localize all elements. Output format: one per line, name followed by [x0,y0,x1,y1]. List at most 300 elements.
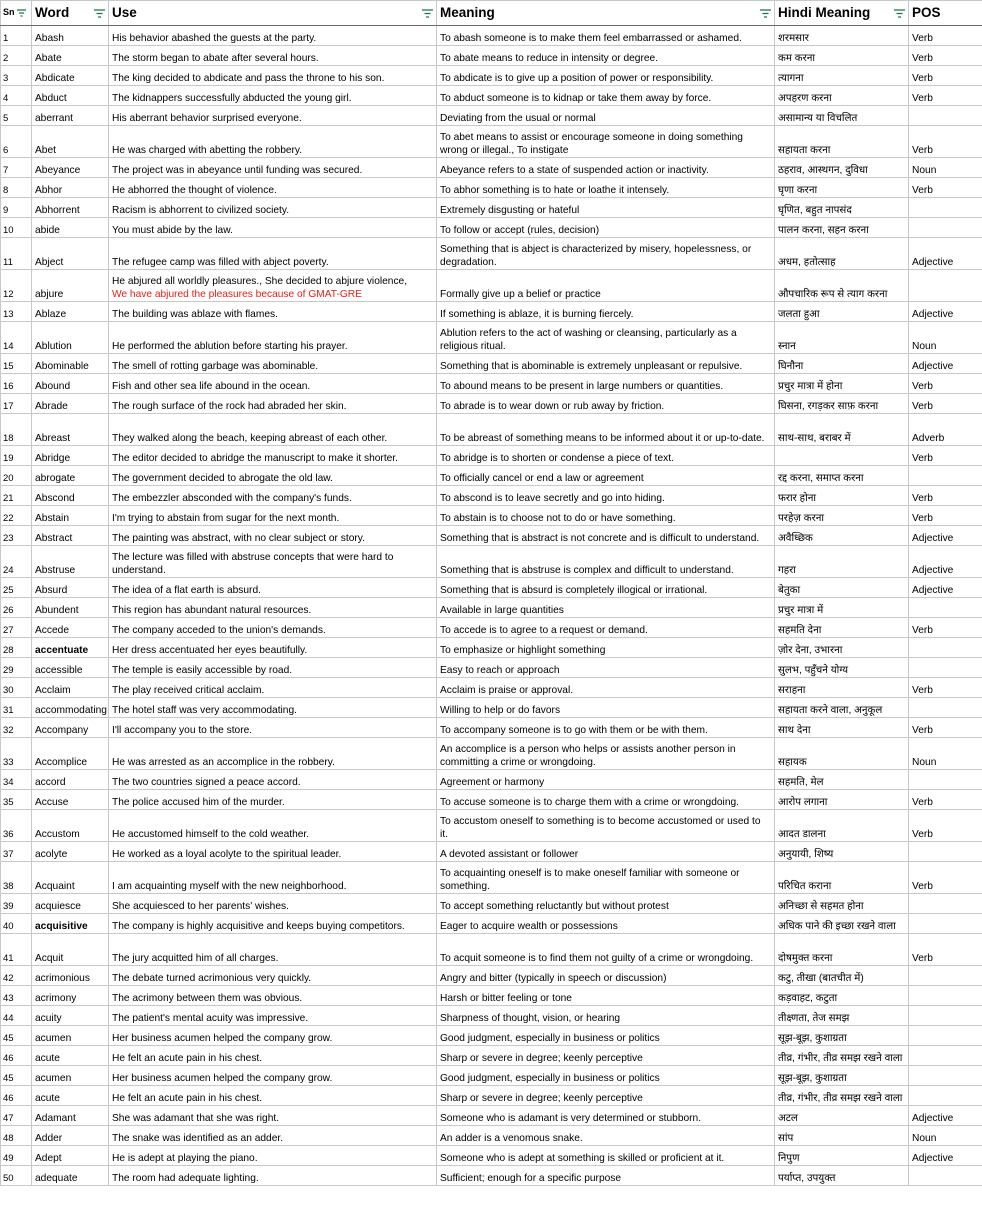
cell-sn[interactable]: 42 [1,966,32,986]
cell-meaning[interactable]: To follow or accept (rules, decision) [437,218,775,238]
cell-use[interactable]: The company is highly acquisitive and keeps buying competitors. [109,914,437,934]
cell-word[interactable]: abide [32,218,109,238]
cell-hindi-meaning[interactable]: सहायक [775,738,909,770]
cell-meaning[interactable]: Abeyance refers to a state of suspended action or inactivity. [437,158,775,178]
cell-meaning[interactable]: To abound means to be present in large numbers or quantities. [437,374,775,394]
cell-sn[interactable]: 32 [1,718,32,738]
cell-sn[interactable]: 41 [1,934,32,966]
cell-use[interactable]: The rough surface of the rock had abraded her skin. [109,394,437,414]
cell-word[interactable]: acute [32,1086,109,1106]
cell-word[interactable]: Abhor [32,178,109,198]
cell-word[interactable]: Ablaze [32,302,109,322]
cell-use[interactable]: I'll accompany you to the store. [109,718,437,738]
cell-sn[interactable]: 34 [1,770,32,790]
cell-use[interactable]: He performed the ablution before starting his prayer. [109,322,437,354]
cell-meaning[interactable]: Good judgment, especially in business or politics [437,1026,775,1046]
cell-use[interactable]: The kidnappers successfully abducted the young girl. [109,86,437,106]
cell-use[interactable]: The room had adequate lighting. [109,1166,437,1186]
cell-pos[interactable]: Verb [909,618,982,638]
cell-use[interactable]: The debate turned acrimonious very quickly. [109,966,437,986]
cell-meaning[interactable]: Eager to acquire wealth or possessions [437,914,775,934]
cell-pos[interactable] [909,638,982,658]
cell-hindi-meaning[interactable]: बेतुका [775,578,909,598]
cell-sn[interactable]: 18 [1,414,32,446]
cell-sn[interactable]: 35 [1,790,32,810]
cell-hindi-meaning[interactable]: ज़ोर देना, उभारना [775,638,909,658]
cell-word[interactable]: Abrade [32,394,109,414]
cell-hindi-meaning[interactable]: साथ-साथ, बराबर में [775,414,909,446]
cell-word[interactable]: abjure [32,270,109,302]
cell-meaning[interactable]: Sharp or severe in degree; keenly perceptive [437,1046,775,1066]
cell-use[interactable]: The refugee camp was filled with abject poverty. [109,238,437,270]
cell-use[interactable] [109,270,437,302]
cell-word[interactable]: Abash [32,26,109,46]
cell-sn[interactable]: 11 [1,238,32,270]
cell-meaning[interactable]: To accede is to agree to a request or demand. [437,618,775,638]
cell-meaning[interactable]: Acclaim is praise or approval. [437,678,775,698]
cell-word[interactable]: Abstain [32,506,109,526]
cell-use[interactable]: They walked along the beach, keeping abreast of each other. [109,414,437,446]
cell-meaning[interactable]: To emphasize or highlight something [437,638,775,658]
cell-hindi-meaning[interactable]: त्यागना [775,66,909,86]
cell-sn[interactable]: 44 [1,1006,32,1026]
cell-hindi-meaning[interactable]: अपहरण करना [775,86,909,106]
cell-hindi-meaning[interactable]: सराहना [775,678,909,698]
cell-sn[interactable]: 9 [1,198,32,218]
cell-use[interactable]: He felt an acute pain in his chest. [109,1086,437,1106]
cell-use[interactable]: He was charged with abetting the robbery. [109,126,437,158]
cell-hindi-meaning[interactable]: साथ देना [775,718,909,738]
cell-meaning[interactable]: Something that is abstruse is complex and difficult to understand. [437,546,775,578]
cell-hindi-meaning[interactable]: अटल [775,1106,909,1126]
cell-hindi-meaning[interactable]: शरमसार [775,26,909,46]
cell-hindi-meaning[interactable]: परिचित कराना [775,862,909,894]
cell-sn[interactable]: 13 [1,302,32,322]
cell-sn[interactable]: 10 [1,218,32,238]
cell-use[interactable]: The play received critical acclaim. [109,678,437,698]
cell-pos[interactable]: Verb [909,718,982,738]
cell-use[interactable]: Her business acumen helped the company grow. [109,1066,437,1086]
cell-word[interactable]: abrogate [32,466,109,486]
cell-hindi-meaning[interactable]: स्नान [775,322,909,354]
cell-use[interactable]: The project was in abeyance until funding was secured. [109,158,437,178]
cell-meaning[interactable]: Ablution refers to the act of washing or cleansing, particularly as a religious ritual. [437,322,775,354]
cell-pos[interactable] [909,966,982,986]
filter-dropdown-icon[interactable] [422,9,433,18]
filter-dropdown-icon[interactable] [17,9,28,18]
cell-pos[interactable]: Verb [909,374,982,394]
cell-hindi-meaning[interactable]: घिसना, रगड़कर साफ़ करना [775,394,909,414]
cell-word[interactable]: Abduct [32,86,109,106]
cell-hindi-meaning[interactable]: तीक्ष्णता, तेज समझ [775,1006,909,1026]
cell-pos[interactable]: Adverb [909,414,982,446]
cell-meaning[interactable]: Formally give up a belief or practice [437,270,775,302]
cell-pos[interactable]: Verb [909,506,982,526]
cell-hindi-meaning[interactable]: रद्द करना, समाप्त करना [775,466,909,486]
cell-pos[interactable] [909,466,982,486]
cell-word[interactable]: Accuse [32,790,109,810]
cell-hindi-meaning[interactable]: परहेज़ करना [775,506,909,526]
cell-pos[interactable] [909,658,982,678]
cell-meaning[interactable]: Willing to help or do favors [437,698,775,718]
cell-use[interactable]: The smell of rotting garbage was abominable. [109,354,437,374]
cell-meaning[interactable]: To abhor something is to hate or loathe it intensely. [437,178,775,198]
header-sn[interactable] [1,1,32,26]
cell-hindi-meaning[interactable]: गहरा [775,546,909,578]
cell-hindi-meaning[interactable]: असामान्य या विचलित [775,106,909,126]
cell-hindi-meaning[interactable]: कम करना [775,46,909,66]
cell-pos[interactable]: Verb [909,66,982,86]
cell-pos[interactable]: Verb [909,394,982,414]
cell-meaning[interactable]: To acquainting oneself is to make oneself familiar with someone or something. [437,862,775,894]
cell-word[interactable]: Abundent [32,598,109,618]
cell-sn[interactable]: 2 [1,46,32,66]
cell-use[interactable]: The snake was identified as an adder. [109,1126,437,1146]
cell-hindi-meaning[interactable]: जलता हुआ [775,302,909,322]
cell-sn[interactable]: 19 [1,446,32,466]
cell-hindi-meaning[interactable]: सुलभ, पहुँचने योग्य [775,658,909,678]
cell-pos[interactable] [909,770,982,790]
cell-meaning[interactable]: Someone who is adept at something is skilled or proficient at it. [437,1146,775,1166]
cell-use[interactable]: The idea of a flat earth is absurd. [109,578,437,598]
cell-sn[interactable]: 3 [1,66,32,86]
cell-hindi-meaning[interactable]: सहायता करना [775,126,909,158]
cell-pos[interactable]: Adjective [909,1106,982,1126]
cell-sn[interactable]: 31 [1,698,32,718]
cell-pos[interactable] [909,1006,982,1026]
cell-use[interactable]: He abhorred the thought of violence. [109,178,437,198]
cell-meaning[interactable]: To abdicate is to give up a position of power or responsibility. [437,66,775,86]
cell-meaning[interactable]: To abash someone is to make them feel embarrassed or ashamed. [437,26,775,46]
cell-sn[interactable]: 46 [1,1086,32,1106]
cell-use[interactable]: She was adamant that she was right. [109,1106,437,1126]
cell-hindi-meaning[interactable]: आरोप लगाना [775,790,909,810]
cell-hindi-meaning[interactable]: अधिक पाने की इच्छा रखने वाला [775,914,909,934]
cell-hindi-meaning[interactable]: तीव्र, गंभीर, तीव्र समझ रखने वाला [775,1046,909,1066]
cell-sn[interactable]: 20 [1,466,32,486]
cell-hindi-meaning[interactable]: कड़वाहट, कटुता [775,986,909,1006]
cell-hindi-meaning[interactable]: फरार होना [775,486,909,506]
cell-sn[interactable]: 48 [1,1126,32,1146]
cell-meaning[interactable]: If something is ablaze, it is burning fiercely. [437,302,775,322]
cell-use[interactable]: The acrimony between them was obvious. [109,986,437,1006]
cell-meaning[interactable]: Deviating from the usual or normal [437,106,775,126]
cell-hindi-meaning[interactable]: दोषमुक्त करना [775,934,909,966]
cell-hindi-meaning[interactable]: घृणा करना [775,178,909,198]
cell-word[interactable]: Abridge [32,446,109,466]
cell-pos[interactable]: Verb [909,486,982,506]
cell-sn[interactable]: 38 [1,862,32,894]
cell-sn[interactable]: 23 [1,526,32,546]
cell-sn[interactable]: 28 [1,638,32,658]
cell-sn[interactable]: 12 [1,270,32,302]
cell-meaning[interactable]: Angry and bitter (typically in speech or discussion) [437,966,775,986]
cell-use[interactable]: The temple is easily accessible by road. [109,658,437,678]
cell-hindi-meaning[interactable]: अवैध्छिक [775,526,909,546]
cell-pos[interactable]: Verb [909,178,982,198]
cell-meaning[interactable]: Available in large quantities [437,598,775,618]
cell-pos[interactable]: Verb [909,790,982,810]
cell-sn[interactable]: 8 [1,178,32,198]
cell-use[interactable]: The government decided to abrogate the old law. [109,466,437,486]
cell-meaning[interactable]: To accuse someone is to charge them with a crime or wrongdoing. [437,790,775,810]
cell-meaning[interactable]: Someone who is adamant is very determined or stubborn. [437,1106,775,1126]
cell-use[interactable]: He is adept at playing the piano. [109,1146,437,1166]
cell-word[interactable]: acute [32,1046,109,1066]
cell-sn[interactable]: 5 [1,106,32,126]
cell-sn[interactable]: 39 [1,894,32,914]
cell-use[interactable]: The lecture was filled with abstruse concepts that were hard to understand. [109,546,437,578]
cell-use[interactable]: The two countries signed a peace accord. [109,770,437,790]
cell-pos[interactable] [909,986,982,1006]
cell-use[interactable]: He felt an acute pain in his chest. [109,1046,437,1066]
cell-word[interactable]: accessible [32,658,109,678]
cell-meaning[interactable]: To abet means to assist or encourage someone in doing something wrong or illegal., To instigate [437,126,775,158]
cell-use[interactable]: Fish and other sea life abound in the ocean. [109,374,437,394]
cell-pos[interactable]: Noun [909,1126,982,1146]
cell-sn[interactable]: 46 [1,1046,32,1066]
cell-sn[interactable]: 4 [1,86,32,106]
cell-meaning[interactable]: Something that is abominable is extremely unpleasant or repulsive. [437,354,775,374]
cell-pos[interactable]: Adjective [909,354,982,374]
cell-word[interactable]: Abet [32,126,109,158]
cell-word[interactable]: Abhorrent [32,198,109,218]
cell-word[interactable]: acquiesce [32,894,109,914]
cell-meaning[interactable]: A devoted assistant or follower [437,842,775,862]
cell-meaning[interactable]: To abstain is to choose not to do or have something. [437,506,775,526]
cell-word[interactable]: Acquaint [32,862,109,894]
cell-use[interactable]: I'm trying to abstain from sugar for the next month. [109,506,437,526]
cell-word[interactable]: accord [32,770,109,790]
cell-hindi-meaning[interactable]: औपचारिक रूप से त्याग करना [775,270,909,302]
cell-word[interactable]: Accede [32,618,109,638]
cell-pos[interactable]: Adjective [909,578,982,598]
cell-sn[interactable]: 43 [1,986,32,1006]
cell-word[interactable]: acquisitive [32,914,109,934]
cell-use[interactable]: His behavior abashed the guests at the party. [109,26,437,46]
cell-hindi-meaning[interactable]: सहायता करने वाला, अनुकूल [775,698,909,718]
cell-word[interactable]: acumen [32,1066,109,1086]
cell-hindi-meaning[interactable]: पालन करना, सहन करना [775,218,909,238]
cell-word[interactable]: Acclaim [32,678,109,698]
cell-hindi-meaning[interactable]: निपुण [775,1146,909,1166]
cell-hindi-meaning[interactable]: अनुयायी, शिष्य [775,842,909,862]
cell-word[interactable]: Abound [32,374,109,394]
cell-use[interactable]: She acquiesced to her parents' wishes. [109,894,437,914]
cell-hindi-meaning[interactable]: ठहराव, आस्थगन, दुविधा [775,158,909,178]
cell-meaning[interactable]: Easy to reach or approach [437,658,775,678]
cell-sn[interactable]: 45 [1,1026,32,1046]
cell-use[interactable]: The storm began to abate after several hours. [109,46,437,66]
cell-use[interactable]: His aberrant behavior surprised everyone. [109,106,437,126]
cell-use[interactable]: The company acceded to the union's demands. [109,618,437,638]
cell-pos[interactable] [909,698,982,718]
cell-pos[interactable]: Noun [909,738,982,770]
cell-sn[interactable]: 49 [1,1146,32,1166]
cell-hindi-meaning[interactable]: घृणित, बहुत नापसंद [775,198,909,218]
cell-word[interactable]: Abscond [32,486,109,506]
cell-pos[interactable] [909,598,982,618]
cell-sn[interactable]: 7 [1,158,32,178]
cell-use[interactable]: Racism is abhorrent to civilized society. [109,198,437,218]
cell-sn[interactable]: 17 [1,394,32,414]
cell-pos[interactable]: Verb [909,26,982,46]
cell-meaning[interactable]: Sufficient; enough for a specific purpose [437,1166,775,1186]
cell-meaning[interactable]: Something that is abject is characterized by misery, hopelessness, or degradation. [437,238,775,270]
cell-pos[interactable] [909,1066,982,1086]
cell-meaning[interactable]: Sharp or severe in degree; keenly perceptive [437,1086,775,1106]
cell-use[interactable]: The building was ablaze with flames. [109,302,437,322]
cell-hindi-meaning[interactable]: सहमति देना [775,618,909,638]
cell-meaning[interactable]: To abrade is to wear down or rub away by friction. [437,394,775,414]
cell-pos[interactable] [909,1046,982,1066]
cell-meaning[interactable]: To abridge is to shorten or condense a piece of text. [437,446,775,466]
cell-hindi-meaning[interactable]: कटु, तीखा (बातचीत में) [775,966,909,986]
cell-hindi-meaning[interactable]: सूझ-बूझ, कुशाग्रता [775,1066,909,1086]
cell-word[interactable]: Abject [32,238,109,270]
cell-pos[interactable] [909,1166,982,1186]
cell-sn[interactable]: 21 [1,486,32,506]
cell-pos[interactable] [909,1026,982,1046]
cell-hindi-meaning[interactable]: प्रचुर मात्रा में होना [775,374,909,394]
cell-pos[interactable]: Noun [909,158,982,178]
cell-sn[interactable]: 33 [1,738,32,770]
cell-pos[interactable]: Verb [909,934,982,966]
cell-hindi-meaning[interactable]: पर्याप्त, उपयुक्त [775,1166,909,1186]
cell-sn[interactable]: 15 [1,354,32,374]
cell-pos[interactable]: Verb [909,678,982,698]
cell-use[interactable]: I am acquainting myself with the new neighborhood. [109,862,437,894]
cell-meaning[interactable]: Agreement or harmony [437,770,775,790]
cell-hindi-meaning[interactable] [775,446,909,466]
cell-sn[interactable]: 30 [1,678,32,698]
cell-pos[interactable]: Adjective [909,238,982,270]
cell-sn[interactable]: 22 [1,506,32,526]
cell-pos[interactable]: Verb [909,46,982,66]
cell-use[interactable]: The hotel staff was very accommodating. [109,698,437,718]
cell-meaning[interactable]: To be abreast of something means to be informed about it or up-to-date. [437,414,775,446]
cell-pos[interactable] [909,106,982,126]
cell-sn[interactable]: 37 [1,842,32,862]
cell-meaning[interactable]: To abduct someone is to kidnap or take them away by force. [437,86,775,106]
cell-use[interactable]: This region has abundant natural resources. [109,598,437,618]
cell-pos[interactable] [909,1086,982,1106]
cell-hindi-meaning[interactable]: प्रचुर मात्रा में [775,598,909,618]
cell-sn[interactable]: 50 [1,1166,32,1186]
cell-sn[interactable]: 1 [1,26,32,46]
cell-use[interactable]: He accustomed himself to the cold weather. [109,810,437,842]
cell-pos[interactable]: Adjective [909,526,982,546]
cell-pos[interactable]: Verb [909,862,982,894]
cell-use[interactable]: The editor decided to abridge the manuscript to make it shorter. [109,446,437,466]
cell-word[interactable]: acolyte [32,842,109,862]
cell-hindi-meaning[interactable]: अनिच्छा से सहमत होना [775,894,909,914]
cell-use[interactable]: The painting was abstract, with no clear subject or story. [109,526,437,546]
cell-word[interactable]: Accustom [32,810,109,842]
cell-word[interactable]: Ablution [32,322,109,354]
cell-word[interactable]: Abreast [32,414,109,446]
cell-meaning[interactable]: To acquit someone is to find them not guilty of a crime or wrongdoing. [437,934,775,966]
cell-word[interactable]: Accomplice [32,738,109,770]
cell-use[interactable]: Her dress accentuated her eyes beautifully. [109,638,437,658]
cell-word[interactable]: Abstruse [32,546,109,578]
cell-hindi-meaning[interactable]: सूझ-बूझ, कुशाग्रता [775,1026,909,1046]
cell-sn[interactable]: 40 [1,914,32,934]
cell-word[interactable]: Abstract [32,526,109,546]
cell-word[interactable]: aberrant [32,106,109,126]
cell-pos[interactable] [909,218,982,238]
cell-word[interactable]: Accompany [32,718,109,738]
cell-pos[interactable]: Verb [909,446,982,466]
cell-word[interactable]: accommodating [32,698,109,718]
cell-use[interactable]: The patient's mental acuity was impressive. [109,1006,437,1026]
cell-use[interactable]: The police accused him of the murder. [109,790,437,810]
filter-dropdown-icon[interactable] [894,9,905,18]
cell-meaning[interactable]: To accompany someone is to go with them or be with them. [437,718,775,738]
header-word[interactable] [32,1,109,26]
cell-word[interactable]: Absurd [32,578,109,598]
cell-word[interactable]: acrimony [32,986,109,1006]
cell-pos[interactable] [909,914,982,934]
cell-sn[interactable]: 29 [1,658,32,678]
cell-meaning[interactable]: Good judgment, especially in business or politics [437,1066,775,1086]
cell-sn[interactable]: 26 [1,598,32,618]
cell-word[interactable]: Adept [32,1146,109,1166]
cell-word[interactable]: Abeyance [32,158,109,178]
cell-pos[interactable]: Adjective [909,1146,982,1166]
cell-sn[interactable]: 27 [1,618,32,638]
cell-sn[interactable]: 6 [1,126,32,158]
cell-hindi-meaning[interactable]: तीव्र, गंभीर, तीव्र समझ रखने वाला [775,1086,909,1106]
cell-use[interactable]: He was arrested as an accomplice in the robbery. [109,738,437,770]
cell-meaning[interactable]: To accept something reluctantly but without protest [437,894,775,914]
cell-use[interactable]: You must abide by the law. [109,218,437,238]
cell-word[interactable]: Acquit [32,934,109,966]
cell-word[interactable]: Abdicate [32,66,109,86]
cell-word[interactable]: acuity [32,1006,109,1026]
cell-use[interactable]: The king decided to abdicate and pass the throne to his son. [109,66,437,86]
cell-word[interactable]: Abate [32,46,109,66]
header-meaning[interactable] [437,1,775,26]
cell-pos[interactable]: Noun [909,322,982,354]
cell-use[interactable]: Her business acumen helped the company grow. [109,1026,437,1046]
cell-word[interactable]: Abominable [32,354,109,374]
cell-sn[interactable]: 14 [1,322,32,354]
cell-use[interactable]: He worked as a loyal acolyte to the spiritual leader. [109,842,437,862]
cell-word[interactable]: accentuate [32,638,109,658]
cell-meaning[interactable]: Extremely disgusting or hateful [437,198,775,218]
cell-meaning[interactable]: To abate means to reduce in intensity or degree. [437,46,775,66]
cell-meaning[interactable]: To officially cancel or end a law or agreement [437,466,775,486]
cell-pos[interactable]: Adjective [909,302,982,322]
cell-meaning[interactable]: Something that is absurd is completely illogical or irrational. [437,578,775,598]
cell-sn[interactable]: 25 [1,578,32,598]
cell-pos[interactable] [909,894,982,914]
cell-meaning[interactable]: Sharpness of thought, vision, or hearing [437,1006,775,1026]
cell-word[interactable]: Adder [32,1126,109,1146]
header-use[interactable] [109,1,437,26]
filter-dropdown-icon[interactable] [760,9,771,18]
cell-pos[interactable]: Verb [909,86,982,106]
cell-sn[interactable]: 36 [1,810,32,842]
cell-meaning[interactable]: Something that is abstract is not concrete and is difficult to understand. [437,526,775,546]
cell-meaning[interactable]: Harsh or bitter feeling or tone [437,986,775,1006]
cell-pos[interactable] [909,270,982,302]
cell-hindi-meaning[interactable]: घिनौना [775,354,909,374]
cell-sn[interactable]: 47 [1,1106,32,1126]
cell-pos[interactable]: Adjective [909,546,982,578]
cell-pos[interactable] [909,842,982,862]
